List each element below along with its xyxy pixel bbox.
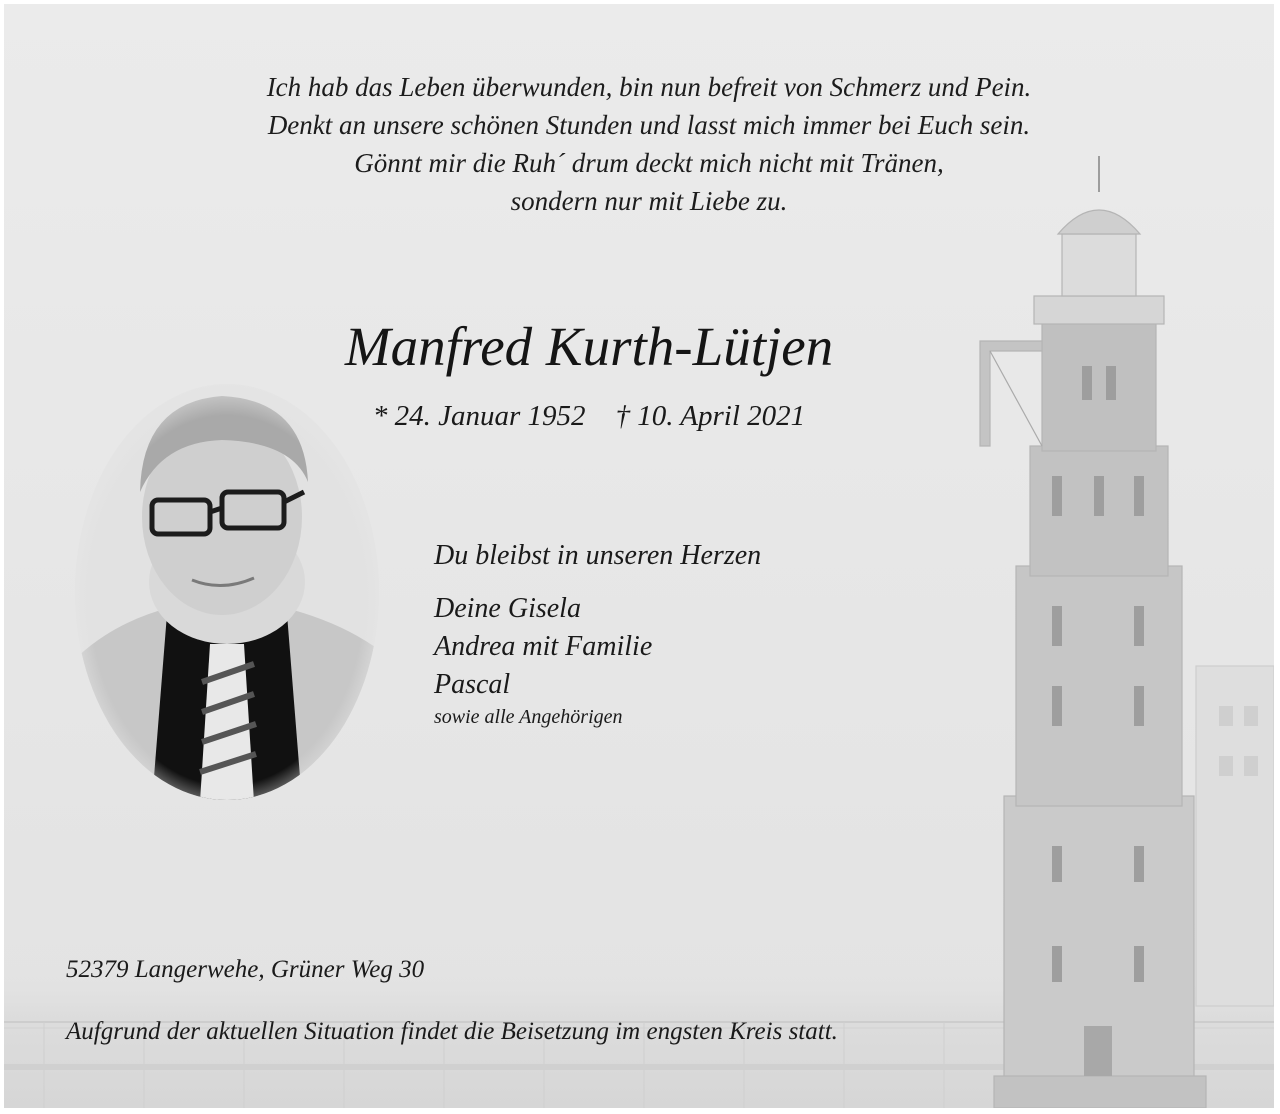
poem-line: sondern nur mit Liebe zu.	[510, 186, 788, 216]
birth-date: * 24. Januar 1952	[372, 400, 586, 432]
farewell-line: Du bleibst in unseren Herzen	[434, 540, 762, 571]
obituary-notice	[4, 4, 1274, 1108]
mourner-name: Pascal	[434, 669, 511, 700]
address: 52379 Langerwehe, Grüner Weg 30	[66, 956, 425, 983]
poem-line: Gönnt mir die Ruh´ drum deckt mich nicht mit Tränen,	[354, 148, 944, 178]
portrait-photo	[72, 382, 382, 802]
life-dates	[4, 396, 1174, 436]
lighthouse-image	[934, 146, 1274, 1108]
deceased-name: Manfred Kurth-Lütjen	[344, 316, 834, 377]
mourner-name: Andrea mit Familie	[434, 631, 653, 662]
other-relatives: sowie alle Angehörigen	[434, 706, 623, 728]
burial-statement: Aufgrund der aktuellen Situation findet die Beisetzung im engsten Kreis statt.	[66, 1018, 838, 1045]
poem-line: Ich hab das Leben überwunden, bin nun befreit von Schmerz und Pein.	[266, 72, 1032, 102]
mourners-list	[434, 590, 652, 730]
poem-line: Denkt an unsere schönen Stunden und lasst mich immer bei Euch sein.	[267, 110, 1031, 140]
mourner-name: Deine Gisela	[434, 593, 581, 624]
death-date: † 10. April 2021	[615, 400, 806, 432]
memorial-poem	[4, 68, 1274, 220]
